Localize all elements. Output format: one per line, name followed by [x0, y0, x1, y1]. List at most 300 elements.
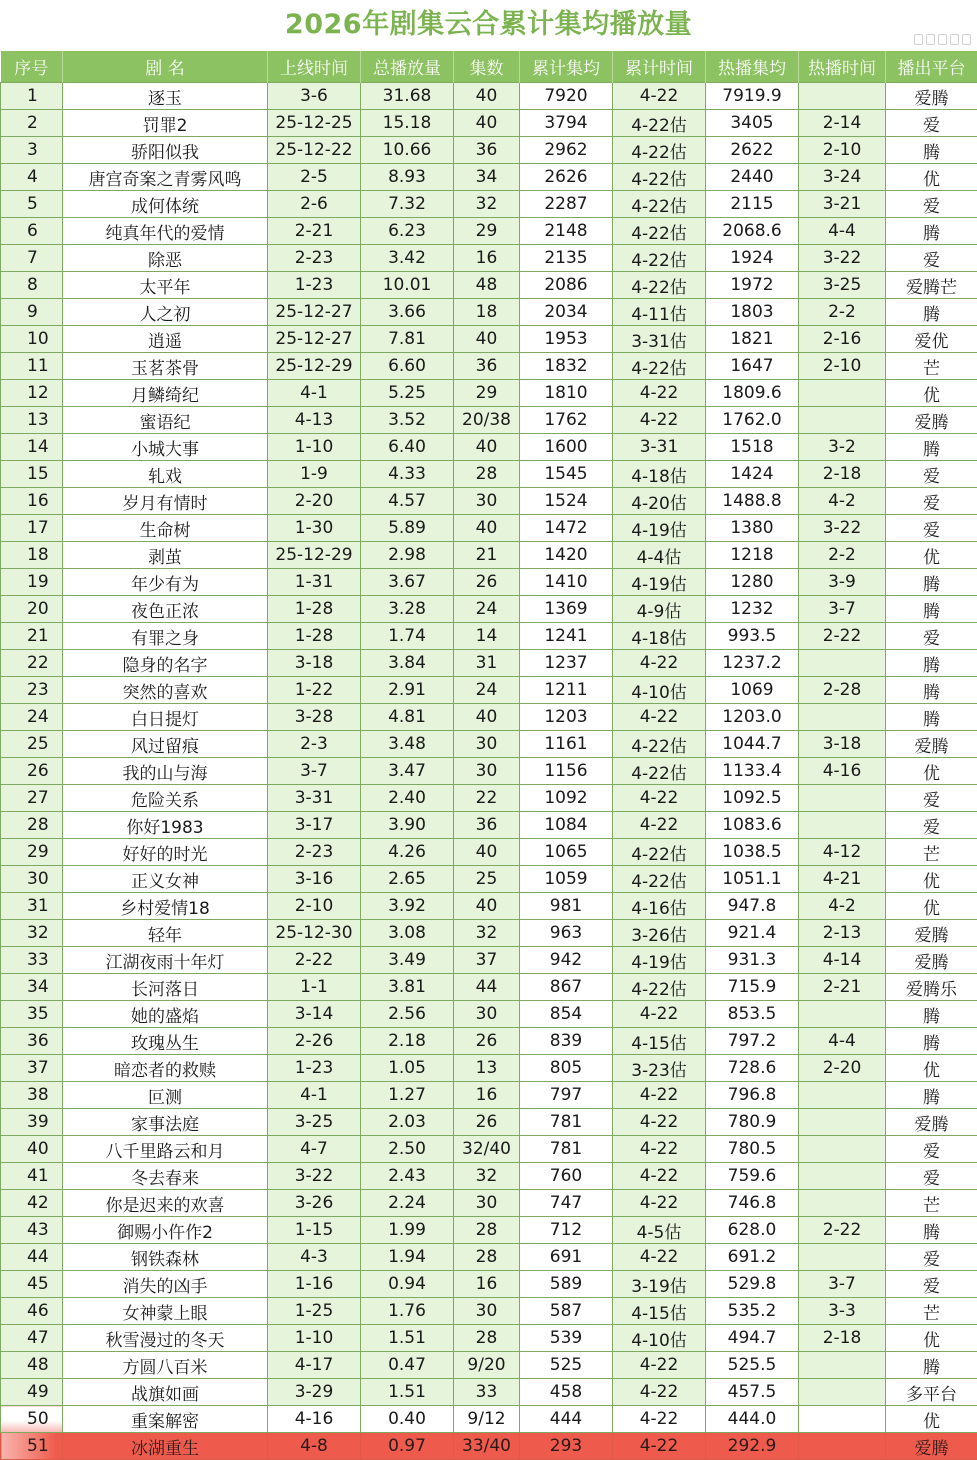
- cell-title: 小城大事: [63, 434, 268, 461]
- table-row: [1, 380, 977, 407]
- cell-cumulative-date: 4-22: [613, 1352, 706, 1379]
- cell-cumulative-date: 4-22: [613, 83, 706, 110]
- cell-total-views: 6.23: [361, 218, 454, 245]
- cell-avg-views: 2135: [520, 245, 613, 272]
- cell-cumulative-date: 4-22估: [613, 245, 706, 272]
- table-row: [1, 1244, 977, 1271]
- cell-total-views: 2.18: [361, 1028, 454, 1055]
- cell-rank: 18: [1, 542, 63, 569]
- cell-cumulative-date: 4-10估: [613, 1325, 706, 1352]
- cell-hot-date: [799, 1379, 886, 1406]
- table-row: [1, 1379, 977, 1406]
- cell-episodes: 29: [454, 380, 520, 407]
- cell-episodes: 28: [454, 461, 520, 488]
- cell-platform: 爱: [886, 812, 977, 839]
- cell-hot-avg: 525.5: [706, 1352, 799, 1379]
- cell-cumulative-date: 3-31: [613, 434, 706, 461]
- cell-total-views: 3.67: [361, 569, 454, 596]
- cell-cumulative-date: 4-22估: [613, 272, 706, 299]
- cell-hot-date: 4-4: [799, 218, 886, 245]
- cell-hot-date: [799, 1136, 886, 1163]
- cell-platform: 优: [886, 164, 977, 191]
- table-row: [1, 1406, 977, 1433]
- cell-episodes: 40: [454, 434, 520, 461]
- cell-hot-avg: 796.8: [706, 1082, 799, 1109]
- cell-platform: 爱腾: [886, 407, 977, 434]
- cell-cumulative-date: 4-22: [613, 1136, 706, 1163]
- cell-avg-views: 2962: [520, 137, 613, 164]
- cell-episodes: 33: [454, 1379, 520, 1406]
- cell-cumulative-date: 4-22估: [613, 731, 706, 758]
- cell-title: 白日提灯: [63, 704, 268, 731]
- column-header-rank: 序号: [1, 51, 63, 83]
- cell-rank: 27: [1, 785, 63, 812]
- cell-release-date: 3-26: [268, 1190, 361, 1217]
- cell-platform: 优: [886, 1055, 977, 1082]
- column-header-platform: 播出平台: [886, 51, 977, 83]
- cell-platform: 爱腾: [886, 1109, 977, 1136]
- cell-episodes: 34: [454, 164, 520, 191]
- cell-total-views: 1.94: [361, 1244, 454, 1271]
- column-header-title: 剧 名: [63, 51, 268, 83]
- cell-hot-avg: 1647: [706, 353, 799, 380]
- cell-hot-avg: 1280: [706, 569, 799, 596]
- table-row: [1, 812, 977, 839]
- cell-rank: 19: [1, 569, 63, 596]
- cell-total-views: 2.65: [361, 866, 454, 893]
- cell-hot-date: [799, 1163, 886, 1190]
- cell-rank: 36: [1, 1028, 63, 1055]
- cell-title: 乡村爱情18: [63, 893, 268, 920]
- cell-release-date: 4-8: [268, 1433, 361, 1460]
- cell-hot-avg: 1518: [706, 434, 799, 461]
- cell-title: 剥茧: [63, 542, 268, 569]
- cell-episodes: 48: [454, 272, 520, 299]
- cell-rank: 39: [1, 1109, 63, 1136]
- cell-cumulative-date: 4-22: [613, 1109, 706, 1136]
- table-row: [1, 299, 977, 326]
- cell-title: 轻年: [63, 920, 268, 947]
- cell-rank: 7: [1, 245, 63, 272]
- table-row: [1, 1109, 977, 1136]
- cell-episodes: 25: [454, 866, 520, 893]
- cell-platform: 芒: [886, 353, 977, 380]
- cell-total-views: 2.03: [361, 1109, 454, 1136]
- cell-total-views: 8.93: [361, 164, 454, 191]
- cell-total-views: 2.56: [361, 1001, 454, 1028]
- cell-hot-avg: 746.8: [706, 1190, 799, 1217]
- cell-hot-date: 2-18: [799, 461, 886, 488]
- cell-release-date: 4-13: [268, 407, 361, 434]
- cell-hot-avg: 457.5: [706, 1379, 799, 1406]
- cell-total-views: 5.25: [361, 380, 454, 407]
- cell-release-date: 2-23: [268, 839, 361, 866]
- cell-avg-views: 2034: [520, 299, 613, 326]
- cell-hot-date: [799, 1109, 886, 1136]
- cell-total-views: 0.97: [361, 1433, 454, 1460]
- cell-avg-views: 1237: [520, 650, 613, 677]
- cell-avg-views: 867: [520, 974, 613, 1001]
- cell-cumulative-date: 4-22: [613, 704, 706, 731]
- cell-hot-avg: 993.5: [706, 623, 799, 650]
- cell-release-date: 25-12-25: [268, 110, 361, 137]
- cell-title: 冬去春来: [63, 1163, 268, 1190]
- cell-title: 太平年: [63, 272, 268, 299]
- cell-episodes: 36: [454, 353, 520, 380]
- cell-platform: 爱优: [886, 326, 977, 353]
- cell-cumulative-date: 4-22: [613, 1406, 706, 1433]
- table-row: [1, 164, 977, 191]
- table-row: [1, 893, 977, 920]
- cell-hot-avg: 1380: [706, 515, 799, 542]
- cell-platform: 腾: [886, 1352, 977, 1379]
- cell-hot-avg: 780.9: [706, 1109, 799, 1136]
- cell-hot-avg: 1424: [706, 461, 799, 488]
- table-row: [1, 353, 977, 380]
- cell-cumulative-date: 4-18估: [613, 623, 706, 650]
- table-row: [1, 1082, 977, 1109]
- column-header-release-date: 上线时间: [268, 51, 361, 83]
- cell-rank: 5: [1, 191, 63, 218]
- cell-release-date: 3-31: [268, 785, 361, 812]
- table-row: [1, 1217, 977, 1244]
- cell-hot-avg: 494.7: [706, 1325, 799, 1352]
- cell-avg-views: 458: [520, 1379, 613, 1406]
- cell-avg-views: 797: [520, 1082, 613, 1109]
- cell-title: 家事法庭: [63, 1109, 268, 1136]
- cell-release-date: 3-16: [268, 866, 361, 893]
- cell-release-date: 2-3: [268, 731, 361, 758]
- cell-episodes: 40: [454, 704, 520, 731]
- cell-hot-date: 2-13: [799, 920, 886, 947]
- cell-episodes: 32: [454, 920, 520, 947]
- cell-release-date: 2-6: [268, 191, 361, 218]
- cell-rank: 12: [1, 380, 63, 407]
- cell-release-date: 1-16: [268, 1271, 361, 1298]
- table-row: [1, 1325, 977, 1352]
- cell-avg-views: 942: [520, 947, 613, 974]
- cell-cumulative-date: 4-22估: [613, 839, 706, 866]
- cell-avg-views: 1600: [520, 434, 613, 461]
- cell-hot-date: 3-7: [799, 1271, 886, 1298]
- cell-title: 岁月有情时: [63, 488, 268, 515]
- cell-hot-avg: 853.5: [706, 1001, 799, 1028]
- table-row: [1, 110, 977, 137]
- cell-title: 秋雪漫过的冬天: [63, 1325, 268, 1352]
- cell-avg-views: 1369: [520, 596, 613, 623]
- cell-hot-date: 2-10: [799, 137, 886, 164]
- cell-platform: 腾: [886, 299, 977, 326]
- column-header-hot-date: 热播时间: [799, 51, 886, 83]
- cell-rank: 1: [1, 83, 63, 110]
- cell-title: 逐玉: [63, 83, 268, 110]
- cell-hot-avg: 1069: [706, 677, 799, 704]
- cell-title: 她的盛焰: [63, 1001, 268, 1028]
- cell-avg-views: 293: [520, 1433, 613, 1460]
- cell-hot-date: 2-22: [799, 623, 886, 650]
- cell-total-views: 3.49: [361, 947, 454, 974]
- cell-rank: 29: [1, 839, 63, 866]
- cell-release-date: 3-29: [268, 1379, 361, 1406]
- cell-total-views: 3.90: [361, 812, 454, 839]
- cell-hot-avg: 1821: [706, 326, 799, 353]
- cell-hot-date: 2-28: [799, 677, 886, 704]
- cell-release-date: 25-12-29: [268, 353, 361, 380]
- cell-rank: 11: [1, 353, 63, 380]
- cell-title: 夜色正浓: [63, 596, 268, 623]
- table-row: [1, 677, 977, 704]
- cell-release-date: 1-28: [268, 623, 361, 650]
- cell-avg-views: 747: [520, 1190, 613, 1217]
- cell-title: 八千里路云和月: [63, 1136, 268, 1163]
- cell-platform: 优: [886, 1325, 977, 1352]
- cell-hot-date: 3-25: [799, 272, 886, 299]
- cell-hot-date: 2-18: [799, 1325, 886, 1352]
- cell-rank: 14: [1, 434, 63, 461]
- cell-cumulative-date: 4-22估: [613, 110, 706, 137]
- cell-avg-views: 760: [520, 1163, 613, 1190]
- table-row: [1, 947, 977, 974]
- cell-hot-date: 4-21: [799, 866, 886, 893]
- cell-total-views: 4.33: [361, 461, 454, 488]
- cell-title: 风过留痕: [63, 731, 268, 758]
- cell-title: 长河落日: [63, 974, 268, 1001]
- table-row: [1, 1001, 977, 1028]
- cell-cumulative-date: 4-22估: [613, 164, 706, 191]
- cell-episodes: 16: [454, 245, 520, 272]
- cell-rank: 37: [1, 1055, 63, 1082]
- cell-episodes: 28: [454, 1217, 520, 1244]
- cell-title: 正义女神: [63, 866, 268, 893]
- cell-platform: 腾: [886, 434, 977, 461]
- table-row: [1, 839, 977, 866]
- cell-episodes: 40: [454, 83, 520, 110]
- cell-episodes: 28: [454, 1325, 520, 1352]
- column-header-episodes: 集数: [454, 51, 520, 83]
- cell-episodes: 30: [454, 488, 520, 515]
- cell-rank: 43: [1, 1217, 63, 1244]
- cell-release-date: 3-7: [268, 758, 361, 785]
- cell-total-views: 1.51: [361, 1325, 454, 1352]
- cell-rank: 9: [1, 299, 63, 326]
- cell-cumulative-date: 3-19估: [613, 1271, 706, 1298]
- cell-release-date: 1-9: [268, 461, 361, 488]
- cell-platform: 爱: [886, 461, 977, 488]
- cell-title: 人之初: [63, 299, 268, 326]
- cell-hot-avg: 1803: [706, 299, 799, 326]
- cell-rank: 40: [1, 1136, 63, 1163]
- cell-hot-date: 4-16: [799, 758, 886, 785]
- cell-release-date: 1-15: [268, 1217, 361, 1244]
- cell-hot-avg: 1051.1: [706, 866, 799, 893]
- cell-hot-date: 3-22: [799, 515, 886, 542]
- cell-hot-date: 2-10: [799, 353, 886, 380]
- cell-rank: 16: [1, 488, 63, 515]
- cell-hot-avg: 1083.6: [706, 812, 799, 839]
- cell-title: 战旗如画: [63, 1379, 268, 1406]
- cell-release-date: 25-12-30: [268, 920, 361, 947]
- cell-episodes: 24: [454, 596, 520, 623]
- table-row: [1, 407, 977, 434]
- table-row: [1, 1055, 977, 1082]
- cell-hot-avg: 759.6: [706, 1163, 799, 1190]
- table-row: [1, 542, 977, 569]
- cell-release-date: 25-12-27: [268, 326, 361, 353]
- cell-avg-views: 1092: [520, 785, 613, 812]
- cell-rank: 49: [1, 1379, 63, 1406]
- cell-title: 江湖夜雨十年灯: [63, 947, 268, 974]
- cell-cumulative-date: 4-19估: [613, 515, 706, 542]
- cell-platform: 腾: [886, 1028, 977, 1055]
- cell-release-date: 1-10: [268, 434, 361, 461]
- table-row: [1, 731, 977, 758]
- cell-avg-views: 1832: [520, 353, 613, 380]
- cell-rank: 32: [1, 920, 63, 947]
- cell-episodes: 36: [454, 137, 520, 164]
- cell-avg-views: 1211: [520, 677, 613, 704]
- table-row: [1, 785, 977, 812]
- cell-total-views: 31.68: [361, 83, 454, 110]
- cell-total-views: 4.57: [361, 488, 454, 515]
- cell-rank: 3: [1, 137, 63, 164]
- cell-total-views: 2.98: [361, 542, 454, 569]
- cell-title: 好好的时光: [63, 839, 268, 866]
- cell-platform: 爱: [886, 191, 977, 218]
- cell-hot-date: 2-22: [799, 1217, 886, 1244]
- cell-release-date: 25-12-27: [268, 299, 361, 326]
- cell-total-views: 1.74: [361, 623, 454, 650]
- cell-avg-views: 839: [520, 1028, 613, 1055]
- cell-release-date: 1-30: [268, 515, 361, 542]
- cell-title: 你是迟来的欢喜: [63, 1190, 268, 1217]
- cell-episodes: 16: [454, 1271, 520, 1298]
- cell-platform: 优: [886, 542, 977, 569]
- cell-avg-views: 2626: [520, 164, 613, 191]
- cell-release-date: 4-1: [268, 1082, 361, 1109]
- cell-rank: 25: [1, 731, 63, 758]
- watermark-icon: [914, 34, 971, 45]
- cell-avg-views: 691: [520, 1244, 613, 1271]
- cell-platform: 多平台: [886, 1379, 977, 1406]
- table-row: [1, 1190, 977, 1217]
- cell-hot-avg: 7919.9: [706, 83, 799, 110]
- cell-avg-views: 963: [520, 920, 613, 947]
- cell-platform: 腾: [886, 1217, 977, 1244]
- table-row: [1, 326, 977, 353]
- cell-rank: 45: [1, 1271, 63, 1298]
- cell-rank: 50: [1, 1406, 63, 1433]
- cell-platform: 芒: [886, 1190, 977, 1217]
- cell-hot-date: 4-12: [799, 839, 886, 866]
- cell-episodes: 26: [454, 569, 520, 596]
- cell-hot-date: 4-2: [799, 893, 886, 920]
- cell-title: 逍遥: [63, 326, 268, 353]
- cell-title: 你好1983: [63, 812, 268, 839]
- cell-hot-avg: 691.2: [706, 1244, 799, 1271]
- cell-total-views: 3.08: [361, 920, 454, 947]
- cell-total-views: 0.94: [361, 1271, 454, 1298]
- cell-total-views: 10.66: [361, 137, 454, 164]
- cell-total-views: 3.84: [361, 650, 454, 677]
- cell-hot-date: 3-21: [799, 191, 886, 218]
- cell-total-views: 2.50: [361, 1136, 454, 1163]
- cell-cumulative-date: 4-22: [613, 1163, 706, 1190]
- cell-release-date: 3-17: [268, 812, 361, 839]
- cell-hot-date: [799, 1433, 886, 1460]
- cell-episodes: 40: [454, 326, 520, 353]
- table-row: [1, 1136, 977, 1163]
- cell-avg-views: 539: [520, 1325, 613, 1352]
- cell-hot-avg: 728.6: [706, 1055, 799, 1082]
- cell-total-views: 1.27: [361, 1082, 454, 1109]
- cell-platform: 腾: [886, 569, 977, 596]
- cell-avg-views: 981: [520, 893, 613, 920]
- cell-avg-views: 3794: [520, 110, 613, 137]
- column-header-avg-views: 累计集均: [520, 51, 613, 83]
- cell-cumulative-date: 4-22估: [613, 137, 706, 164]
- cell-episodes: 32: [454, 191, 520, 218]
- cell-rank: 13: [1, 407, 63, 434]
- cell-title: 年少有为: [63, 569, 268, 596]
- cell-rank: 47: [1, 1325, 63, 1352]
- table-row: [1, 974, 977, 1001]
- cell-hot-avg: 1972: [706, 272, 799, 299]
- cell-avg-views: 805: [520, 1055, 613, 1082]
- table-row: [1, 569, 977, 596]
- cell-platform: 爱: [886, 1271, 977, 1298]
- cell-cumulative-date: 4-22估: [613, 218, 706, 245]
- cell-avg-views: 1059: [520, 866, 613, 893]
- cell-avg-views: 1241: [520, 623, 613, 650]
- cell-platform: 爱腾芒: [886, 272, 977, 299]
- cell-platform: 腾: [886, 596, 977, 623]
- cell-avg-views: 1161: [520, 731, 613, 758]
- cell-hot-avg: 535.2: [706, 1298, 799, 1325]
- cell-avg-views: 1810: [520, 380, 613, 407]
- cell-hot-avg: 947.8: [706, 893, 799, 920]
- cell-rank: 38: [1, 1082, 63, 1109]
- cell-platform: 爱: [886, 623, 977, 650]
- cell-hot-avg: 628.0: [706, 1217, 799, 1244]
- cell-hot-avg: 797.2: [706, 1028, 799, 1055]
- cell-release-date: 1-10: [268, 1325, 361, 1352]
- cell-rank: 35: [1, 1001, 63, 1028]
- cell-rank: 33: [1, 947, 63, 974]
- cell-hot-avg: 1762.0: [706, 407, 799, 434]
- cell-platform: 爱: [886, 1244, 977, 1271]
- cell-hot-date: [799, 1244, 886, 1271]
- page-title: 2026年剧集云合累计集均播放量: [284, 9, 693, 40]
- cell-cumulative-date: 4-22估: [613, 758, 706, 785]
- cell-release-date: 3-22: [268, 1163, 361, 1190]
- table-row: [1, 83, 977, 110]
- cell-hot-date: [799, 785, 886, 812]
- cell-episodes: 29: [454, 218, 520, 245]
- cell-avg-views: 1065: [520, 839, 613, 866]
- cell-platform: 腾: [886, 704, 977, 731]
- cell-avg-views: 1156: [520, 758, 613, 785]
- cell-platform: 芒: [886, 839, 977, 866]
- cell-avg-views: 1762: [520, 407, 613, 434]
- table-row: [1, 704, 977, 731]
- cell-total-views: 2.91: [361, 677, 454, 704]
- cell-title: 唐宫奇案之青雾风鸣: [63, 164, 268, 191]
- cell-hot-date: 2-14: [799, 110, 886, 137]
- cell-rank: 20: [1, 596, 63, 623]
- cell-title: 重案解密: [63, 1406, 268, 1433]
- cell-title: 隐身的名字: [63, 650, 268, 677]
- table-row: [1, 245, 977, 272]
